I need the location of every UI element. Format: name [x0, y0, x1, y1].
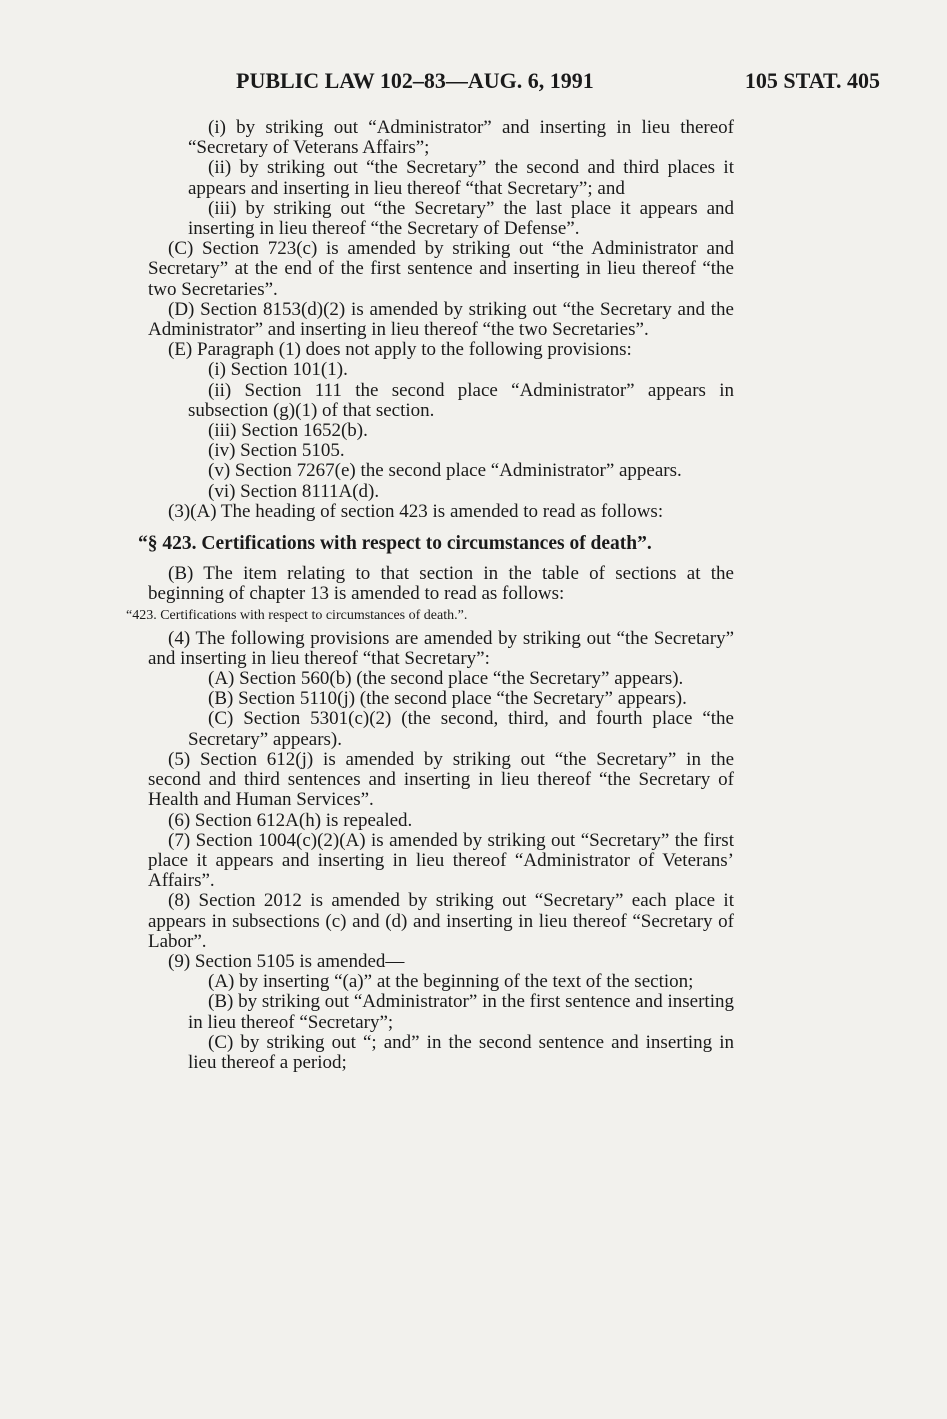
paragraph: (D) Section 8153(d)(2) is amended by striking out “the Secretary and the Administrator” and inserting in lieu thereof “the two Secretaries”. [148, 298, 734, 341]
paragraph: (B) by striking out “Administrator” in the first sentence and inserting in lieu thereof “Secretary”; [188, 991, 734, 1033]
paragraph: (4) The following provisions are amended by striking out “the Secretary” and inserting in lieu thereof “that Secretary”: [148, 627, 734, 669]
paragraph: (C) Section 723(c) is amended by striking out “the Administrator and Secretary” at the end of the first sentence and inserting in lieu thereof “the two Secretaries”. [148, 238, 734, 300]
document-body [126, 117, 734, 1073]
paragraph: (5) Section 612(j) is amended by striking out “the Secretary” in the second and third sentences and inserting in lieu thereof “the Secretary of Health and Human Services”. [148, 748, 734, 811]
section-heading: “§ 423. Certifications with respect to circumstances of death”. [138, 533, 652, 555]
paragraph: (8) Section 2012 is amended by striking out “Secretary” each place it appears in subsections (c) and (d) and inserting in lieu thereof “Secretary of Labor”. [148, 890, 734, 952]
paragraph: (i) by striking out “Administrator” and inserting in lieu thereof “Secretary of Veterans Affairs”; [188, 117, 734, 159]
paragraph: (iii) Section 1652(b). [208, 420, 368, 442]
paragraph: (A) Section 560(b) (the second place “the Secretary” appears). [208, 668, 684, 690]
paragraph: (C) Section 5301(c)(2) (the second, third, and fourth place “the Secretary” appears). [188, 708, 734, 750]
paragraph: (7) Section 1004(c)(2)(A) is amended by striking out “Secretary” the first place it appears and inserting in lieu thereof “Administrator of Veterans’ Affairs”. [148, 829, 734, 892]
statute-page-number: 105 STAT. 405 [744, 68, 880, 93]
paragraph: (E) Paragraph (1) does not apply to the following provisions: [168, 339, 632, 361]
table-of-sections-item: “423. Certifications with respect to circumstances of death.”. [126, 607, 468, 623]
paragraph: (6) Section 612A(h) is repealed. [168, 809, 413, 831]
paragraph: (A) by inserting “(a)” at the beginning of the text of the section; [208, 971, 694, 993]
paragraph: (B) Section 5110(j) (the second place “the Secretary” appears). [208, 688, 687, 710]
paragraph: (9) Section 5105 is amended— [168, 950, 405, 972]
paragraph: (B) The item relating to that section in the table of sections at the beginning of chapter 13 is amended to read as follows: [148, 563, 734, 605]
paragraph: (v) Section 7267(e) the second place “Administrator” appears. [208, 460, 682, 482]
paragraph: (i) Section 101(1). [208, 359, 348, 381]
paragraph: (3)(A) The heading of section 423 is amended to read as follows: [168, 500, 664, 522]
law-citation: PUBLIC LAW 102–83—AUG. 6, 1991 [236, 68, 594, 93]
paragraph: (ii) by striking out “the Secretary” the second and third places it appears and inserting in lieu thereof “that Secretary”; and [188, 157, 734, 199]
paragraph: (iv) Section 5105. [208, 440, 345, 462]
paragraph: (C) by striking out “; and” in the second sentence and inserting in lieu thereof a period; [188, 1031, 734, 1073]
paragraph: (iii) by striking out “the Secretary” the last place it appears and inserting in lieu thereof “the Secretary of Defense”. [188, 197, 734, 240]
page-header [148, 68, 880, 100]
paragraph: (vi) Section 8111A(d). [208, 480, 380, 502]
paragraph: (ii) Section 111 the second place “Administrator” appears in subsection (g)(1) of that section. [188, 379, 734, 421]
